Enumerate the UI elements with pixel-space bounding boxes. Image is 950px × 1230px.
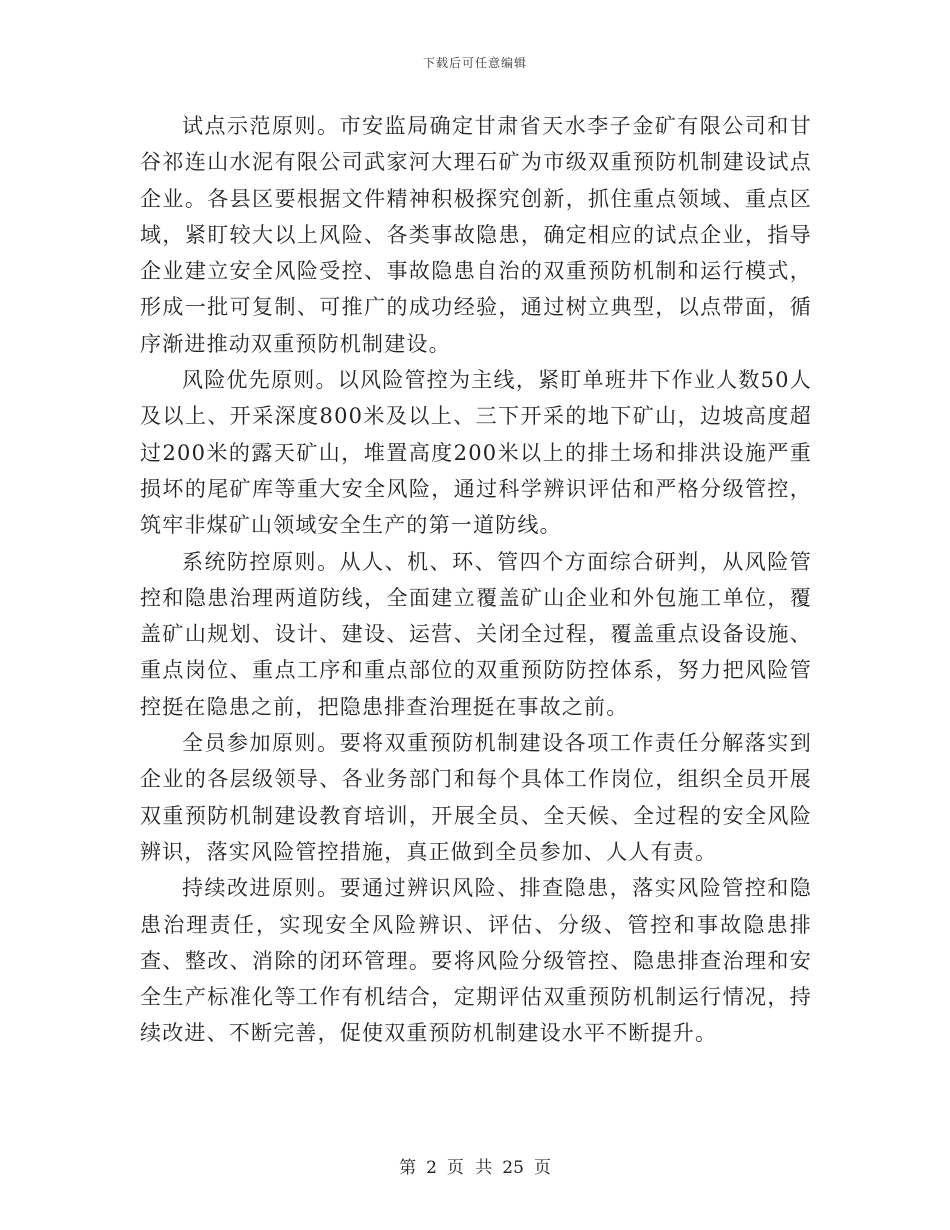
document-body bbox=[140, 108, 812, 1052]
paragraph-full-participation: 全员参加原则。要将双重预防机制建设各项工作责任分解落实到企业的各层级领导、各业务部门和每个具体工作岗位，组织全员开展双重预防机制建设教育培训，开展全员、全天候、全过程的安全风险辨识，落实风险管控措施，真正做到全员参加、人人有责。 bbox=[140, 731, 812, 864]
footer-prefix: 第 bbox=[399, 1158, 417, 1178]
paragraph-system-prevention: 系统防控原则。从人、机、环、管四个方面综合研判，从风险管控和隐患治理两道防线，全面建立覆盖矿山企业和外包施工单位，覆盖矿山规划、设计、建设、运营、关闭全过程，覆盖重点设备设施、重点岗位、重点工序和重点部位的双重预防防控体系，努力把风险管控挺在隐患之前，把隐患排查治理挺在事故之前。 bbox=[140, 549, 812, 719]
paragraph-risk-priority: 风险优先原则。以风险管控为主线，紧盯单班井下作业人数50人及以上、开采深度800米及以上、三下开采的地下矿山，边坡高度超过200米的露天矿山，堆置高度200米以上的排土场和排洪设施严重损坏的尾矿库等重大安全风险，通过科学辨识评估和严格分级管控，筑牢非煤矿山领域安全生产的第一道防线。 bbox=[140, 368, 812, 538]
paragraph-continuous-improvement: 持续改进原则。要通过辨识风险、排查隐患，落实风险管控和隐患治理责任，实现安全风险辨识、评估、分级、管控和事故隐患排查、整改、消除的闭环管理。要将风险分级管控、隐患排查治理和安全生产标准化等工作有机结合，定期评估双重预防机制运行情况，持续改进、不断完善，促使双重预防机制建设水平不断提升。 bbox=[140, 876, 812, 1046]
footer-suffix: 页 bbox=[533, 1158, 551, 1178]
page-number: 2 bbox=[426, 1158, 437, 1178]
footer-middle: 页 共 bbox=[446, 1158, 493, 1178]
page-header: 下载后可任意编辑 bbox=[422, 56, 527, 70]
paragraph-pilot-demonstration: 试点示范原则。市安监局确定甘肃省天水李子金矿有限公司和甘谷祁连山水泥有限公司武家河大理石矿为市级双重预防机制建设试点企业。各县区要根据文件精神积极探究创新，抓住重点领域、重点区域，紧盯较大以上风险、各类事故隐患，确定相应的试点企业，指导企业建立安全风险受控、事故隐患自治的双重预防机制和运行模式，形成一批可复制、可推广的成功经验，通过树立典型，以点带面，循序渐进推动双重预防机制建设。 bbox=[140, 114, 812, 356]
page-footer bbox=[0, 1153, 950, 1178]
total-pages: 25 bbox=[502, 1158, 524, 1178]
